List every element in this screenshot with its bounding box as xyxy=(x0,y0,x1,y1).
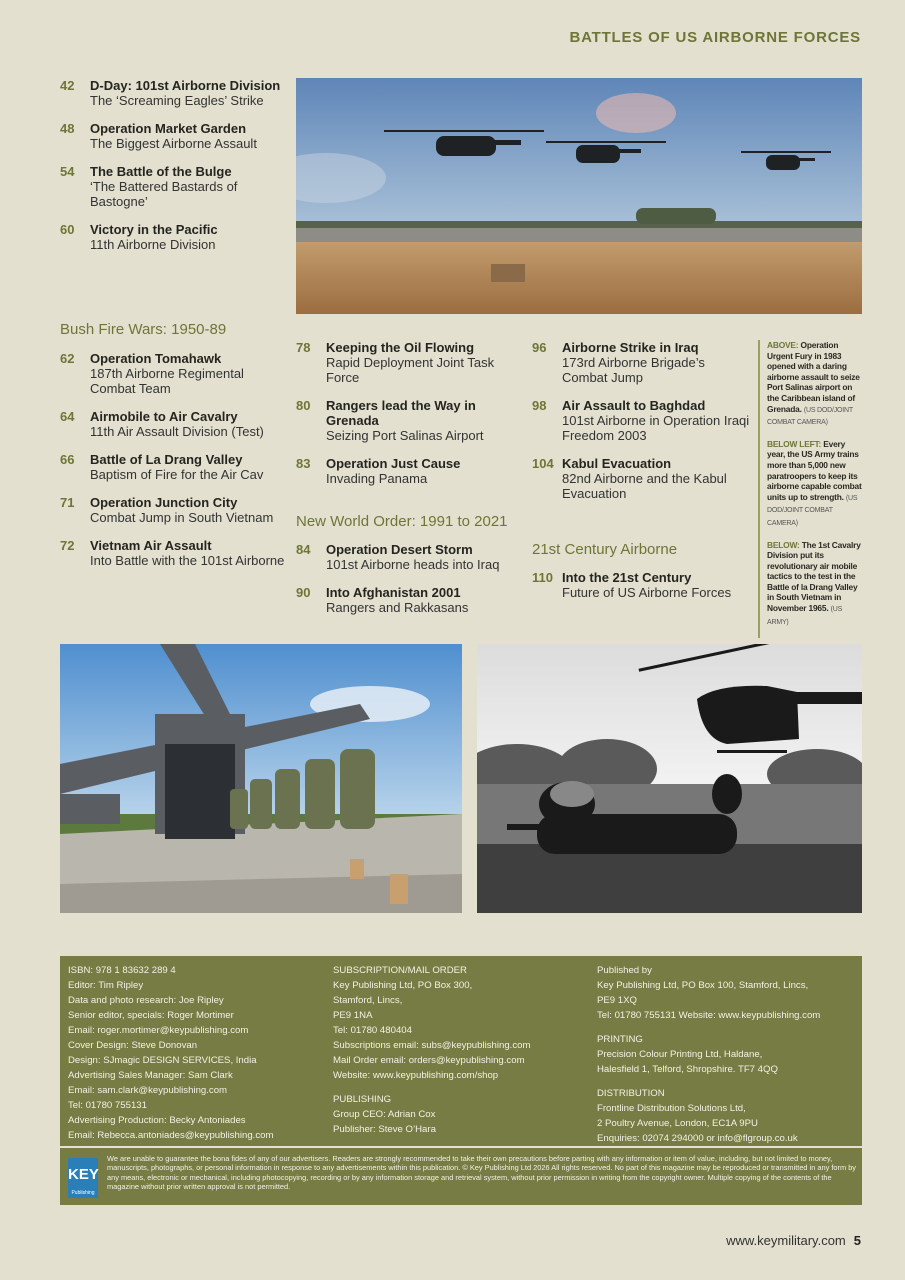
caption-credit: (US DOD/JOINT COMBAT CAMERA) xyxy=(767,406,853,427)
contents-column-2b xyxy=(296,542,526,628)
contents-entry[interactable] xyxy=(60,452,290,482)
credit-line: DISTRIBUTION xyxy=(597,1088,665,1099)
contents-entry[interactable] xyxy=(296,542,526,572)
entry-subtitle: Invading Panama xyxy=(326,471,428,486)
caption-lead: ABOVE: xyxy=(767,340,799,350)
caption-lead: BELOW: xyxy=(767,539,800,550)
credit-line: Halesfield 1, Telford, Shropshire. TF7 4QQ xyxy=(597,1064,778,1075)
entry-page-number: 72 xyxy=(60,538,75,553)
entry-page-number: 54 xyxy=(60,164,75,179)
caption-text: Every year, the US Army trains more than 5,000 new paratroopers to keep its airborne capable combat units up to strength. xyxy=(767,438,862,502)
contents-column-2 xyxy=(296,340,526,499)
entry-title: Airborne Strike in Iraq xyxy=(562,340,699,355)
credit-line: Publisher: Steve O’Hara xyxy=(333,1124,436,1135)
caption-text: The 1st Cavalry Division put its revolutionary air mobile tactics to the test in the Battle of la Drang Valley in South Vietnam in November 1965. xyxy=(767,539,861,614)
entry-subtitle: 173rd Airborne Brigade’s Combat Jump xyxy=(562,355,705,385)
contents-entry[interactable] xyxy=(60,351,290,396)
caption xyxy=(767,340,862,429)
legal-notice xyxy=(60,1146,862,1205)
legal-text: We are unable to guarantee the bona fides of any of our advertisers. Readers are strongly recommended to take their own precautions before parting with any information or item of value, including, but not limited to money, manuscripts, photographs, or personal information in response to any advertisements within this publication. © Key Publishing Ltd 2026 All rights reserved. No part of this magazine may be reproduced or transmitted in any form by any means, electronic or mechanical, including photocopying, recording or by any information storage and retrieval system, without prior permission in writing from the copyright owner. Multiple copying of the contents of the magazine without prior written approval is not permitted. xyxy=(107,1154,857,1192)
entry-subtitle: ‘The Battered Bastards of Bastogne’ xyxy=(90,179,238,209)
page-number: 5 xyxy=(853,1233,861,1248)
key-publishing-logo: KEY Publishing xyxy=(68,1158,98,1198)
entry-title: Vietnam Air Assault xyxy=(90,538,212,553)
photo-helicopters-airfield xyxy=(296,78,862,314)
website-link[interactable]: www.keymilitary.com xyxy=(726,1233,846,1248)
caption-lead: BELOW LEFT: xyxy=(767,438,822,449)
credit-line: Group CEO: Adrian Cox xyxy=(333,1109,436,1120)
credits-box xyxy=(60,956,862,1205)
credit-line: Cover Design: Steve Donovan xyxy=(68,1040,198,1051)
credit-line: Mail Order email: orders@keypublishing.com xyxy=(333,1055,525,1066)
contents-column-3b xyxy=(532,570,752,613)
credit-line: Key Publishing Ltd, PO Box 300, xyxy=(333,980,473,991)
credit-line: PUBLISHING xyxy=(333,1094,392,1105)
entry-title: Airmobile to Air Cavalry xyxy=(90,409,238,424)
entry-subtitle: 101st Airborne in Operation Iraqi Freedom 2003 xyxy=(562,413,750,443)
entry-subtitle: Into Battle with the 101st Airborne xyxy=(90,553,285,568)
entry-title: Keeping the Oil Flowing xyxy=(326,340,475,355)
contents-entry[interactable] xyxy=(60,222,290,252)
caption-credit: (US DOD/JOINT COMBAT CAMERA) xyxy=(767,494,858,527)
credit-line: PE9 1XQ xyxy=(597,995,637,1006)
entry-title: Kabul Evacuation xyxy=(562,456,672,471)
entry-subtitle: 11th Airborne Division xyxy=(90,237,216,252)
credit-line: Frontline Distribution Solutions Ltd, xyxy=(597,1103,746,1114)
credit-line: PE9 1NA xyxy=(333,1010,373,1021)
section-heading-bush-fire-wars: Bush Fire Wars: 1950-89 xyxy=(60,321,227,338)
contents-entry[interactable] xyxy=(296,340,526,385)
credit-line: Editor: Tim Ripley xyxy=(68,980,144,991)
credit-line: Email: Rebecca.antoniades@keypublishing.com xyxy=(68,1130,274,1141)
entry-page-number: 80 xyxy=(296,398,311,413)
credit-line: Tel: 01780 755131 xyxy=(68,1100,147,1111)
contents-entry[interactable] xyxy=(532,398,752,443)
entry-page-number: 96 xyxy=(532,340,547,355)
entry-subtitle: Future of US Airborne Forces xyxy=(562,585,732,600)
page-header-title: BATTLES OF US AIRBORNE FORCES xyxy=(569,29,861,46)
credit-line: Email: sam.clark@keypublishing.com xyxy=(68,1085,228,1096)
caption-credit: (US ARMY) xyxy=(767,606,843,626)
credit-line: SUBSCRIPTION/MAIL ORDER xyxy=(333,965,467,976)
credits-column-2 xyxy=(333,963,593,1137)
credit-line: Senior editor, specials: Roger Mortimer xyxy=(68,1010,234,1021)
caption-text: Operation Urgent Fury in 1983 opened with a daring airborne assault to seize Port Salinas airport on the Caribbean island of Grenada. xyxy=(767,340,860,414)
entry-title: Operation Tomahawk xyxy=(90,351,222,366)
credit-line: 2 Poultry Avenue, London, EC1A 9PU xyxy=(597,1118,758,1129)
caption xyxy=(767,540,862,629)
credit-line: Tel: 01780 755131 Website: www.keypublishing.com xyxy=(597,1010,821,1021)
credit-line: Tel: 01780 480404 xyxy=(333,1025,412,1036)
photo-vietnam-huey-bw xyxy=(477,644,862,913)
contents-entry[interactable] xyxy=(296,456,526,486)
credit-line: Website: www.keypublishing.com/shop xyxy=(333,1070,499,1081)
entry-subtitle: 101st Airborne heads into Iraq xyxy=(326,557,500,572)
credit-line: Precision Colour Printing Ltd, Haldane, xyxy=(597,1049,763,1060)
contents-entry[interactable] xyxy=(296,585,526,615)
entry-page-number: 62 xyxy=(60,351,75,366)
entry-title: Battle of La Drang Valley xyxy=(90,452,243,467)
entry-title: Into the 21st Century xyxy=(562,570,692,585)
contents-entry[interactable] xyxy=(60,409,290,439)
contents-column-1b xyxy=(60,351,290,581)
contents-entry[interactable] xyxy=(60,495,290,525)
entry-title: Victory in the Pacific xyxy=(90,222,218,237)
contents-entry[interactable] xyxy=(532,456,752,501)
contents-entry[interactable] xyxy=(60,538,290,568)
entry-title: Rangers lead the Way in Grenada xyxy=(326,398,476,428)
credit-line: Subscriptions email: subs@keypublishing.com xyxy=(333,1040,531,1051)
entry-subtitle: Seizing Port Salinas Airport xyxy=(326,428,484,443)
entry-subtitle: 187th Airborne Regimental Combat Team xyxy=(90,366,244,396)
photo-captions xyxy=(758,340,862,638)
entry-subtitle: 11th Air Assault Division (Test) xyxy=(90,424,264,439)
entry-title: Air Assault to Baghdad xyxy=(562,398,706,413)
credit-line: Data and photo research: Joe Ripley xyxy=(68,995,224,1006)
entry-page-number: 90 xyxy=(296,585,311,600)
contents-entry[interactable] xyxy=(296,398,526,443)
section-heading-new-world-order: New World Order: 1991 to 2021 xyxy=(296,513,508,530)
entry-page-number: 60 xyxy=(60,222,75,237)
contents-entry[interactable] xyxy=(532,340,752,385)
entry-title: Operation Junction City xyxy=(90,495,238,510)
entry-subtitle: Rapid Deployment Joint Task Force xyxy=(326,355,495,385)
entry-page-number: 104 xyxy=(532,456,554,471)
entry-subtitle: Combat Jump in South Vietnam xyxy=(90,510,274,525)
contents-entry[interactable] xyxy=(60,78,290,108)
credit-line: ISBN: 978 1 83632 289 4 xyxy=(68,965,176,976)
caption xyxy=(767,439,862,530)
entry-subtitle: Rangers and Rakkasans xyxy=(326,600,469,615)
credits-column-3 xyxy=(597,963,859,1146)
contents-entry[interactable] xyxy=(532,570,752,600)
contents-entry[interactable] xyxy=(60,164,290,209)
entry-subtitle: 82nd Airborne and the Kabul Evacuation xyxy=(562,471,727,501)
credit-line: Email: roger.mortimer@keypublishing.com xyxy=(68,1025,249,1036)
entry-title: Operation Desert Storm xyxy=(326,542,473,557)
entry-page-number: 84 xyxy=(296,542,311,557)
section-heading-21st-century: 21st Century Airborne xyxy=(532,541,678,558)
credit-line: Key Publishing Ltd, PO Box 100, Stamford, Lincs, xyxy=(597,980,809,991)
entry-page-number: 42 xyxy=(60,78,75,93)
contents-entry[interactable] xyxy=(60,121,290,151)
entry-page-number: 48 xyxy=(60,121,75,136)
entry-page-number: 110 xyxy=(532,570,553,585)
entry-title: Into Afghanistan 2001 xyxy=(326,585,461,600)
credit-line: Published by xyxy=(597,965,652,976)
entry-page-number: 66 xyxy=(60,452,75,467)
photo-paratroopers-boarding xyxy=(60,644,462,913)
credits-column-1 xyxy=(68,963,328,1143)
credit-line: PRINTING xyxy=(597,1034,643,1045)
entry-page-number: 78 xyxy=(296,340,311,355)
entry-title: Operation Market Garden xyxy=(90,121,247,136)
credit-line: Design: SJmagic DESIGN SERVICES, India xyxy=(68,1055,257,1066)
credit-line: Enquiries: 02074 294000 or info@flgroup.co.uk xyxy=(597,1133,798,1144)
entry-title: D-Day: 101st Airborne Division xyxy=(90,78,281,93)
credit-line: Advertising Sales Manager: Sam Clark xyxy=(68,1070,233,1081)
credit-line: Stamford, Lincs, xyxy=(333,995,403,1006)
entry-page-number: 71 xyxy=(60,495,75,510)
entry-title: The Battle of the Bulge xyxy=(90,164,232,179)
entry-subtitle: The ‘Screaming Eagles’ Strike xyxy=(90,93,264,108)
contents-column-3 xyxy=(532,340,752,514)
entry-subtitle: Baptism of Fire for the Air Cav xyxy=(90,467,264,482)
entry-page-number: 83 xyxy=(296,456,311,471)
entry-page-number: 98 xyxy=(532,398,547,413)
entry-page-number: 64 xyxy=(60,409,75,424)
credit-line: Advertising Production: Becky Antoniades xyxy=(68,1115,246,1126)
entry-title: Operation Just Cause xyxy=(326,456,461,471)
footer-url[interactable] xyxy=(726,1233,861,1248)
entry-subtitle: The Biggest Airborne Assault xyxy=(90,136,257,151)
contents-column-1 xyxy=(60,78,290,265)
